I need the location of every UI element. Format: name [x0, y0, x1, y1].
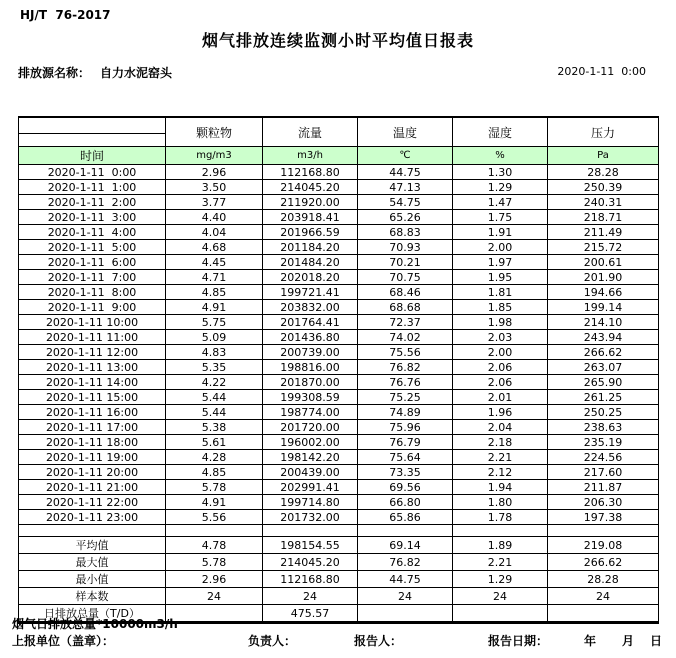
- row-time: 2020-1-11 3:00: [19, 210, 166, 225]
- page-title: 烟气排放连续监测小时平均值日报表: [201, 31, 474, 50]
- row-value: 76.79: [358, 435, 453, 450]
- unit-flow: m3/h: [263, 147, 358, 165]
- corner-cell-top: [19, 117, 166, 134]
- day-label: 日: [650, 634, 663, 648]
- row-time: 2020-1-11 9:00: [19, 300, 166, 315]
- row-time: 2020-1-11 13:00: [19, 360, 166, 375]
- summary-row: [19, 537, 659, 554]
- corner-cell-bottom: [19, 134, 166, 147]
- row-value: 200439.00: [263, 465, 358, 480]
- row-value: 2.12: [453, 465, 548, 480]
- month-label: 月: [622, 634, 635, 648]
- row-value: 1.96: [453, 405, 548, 420]
- row-time: 2020-1-11 20:00: [19, 465, 166, 480]
- row-value: 4.83: [166, 345, 263, 360]
- row-value: 47.13: [358, 180, 453, 195]
- row-value: 2.00: [453, 240, 548, 255]
- row-value: 243.94: [548, 330, 659, 345]
- summary-value: 198154.55: [263, 537, 358, 554]
- summary-value: 44.75: [358, 571, 453, 588]
- row-value: 2.06: [453, 360, 548, 375]
- row-value: 266.62: [548, 345, 659, 360]
- spacer-row: [19, 525, 659, 537]
- table-row: [19, 495, 659, 510]
- row-time: 2020-1-11 18:00: [19, 435, 166, 450]
- row-value: 201720.00: [263, 420, 358, 435]
- row-value: 4.91: [166, 495, 263, 510]
- row-value: 199308.59: [263, 390, 358, 405]
- row-value: 72.37: [358, 315, 453, 330]
- row-value: 201870.00: [263, 375, 358, 390]
- summary-value: 2.21: [453, 554, 548, 571]
- row-value: 198142.20: [263, 450, 358, 465]
- summary-label: 最大值: [19, 554, 166, 571]
- summary-value: 219.08: [548, 537, 659, 554]
- row-value: 5.44: [166, 405, 263, 420]
- summary-value: [166, 605, 263, 623]
- table-row: [19, 195, 659, 210]
- row-value: 28.28: [548, 165, 659, 180]
- reporter-label: 报告人：: [354, 634, 403, 648]
- summary-value: 69.14: [358, 537, 453, 554]
- row-time: 2020-1-11 6:00: [19, 255, 166, 270]
- row-value: 250.39: [548, 180, 659, 195]
- row-value: 75.64: [358, 450, 453, 465]
- row-value: 240.31: [548, 195, 659, 210]
- row-value: 54.75: [358, 195, 453, 210]
- row-value: 4.22: [166, 375, 263, 390]
- row-value: 201484.20: [263, 255, 358, 270]
- table-row: [19, 225, 659, 240]
- report-table: [18, 116, 659, 624]
- report-unit-label: 上报单位（盖章）：: [12, 634, 115, 648]
- table-row: [19, 180, 659, 195]
- footer-note: 烟气日排放总量*10000m3/h: [12, 617, 178, 631]
- row-time: 2020-1-11 23:00: [19, 510, 166, 525]
- row-value: 203832.00: [263, 300, 358, 315]
- row-value: 201764.41: [263, 315, 358, 330]
- row-time: 2020-1-11 16:00: [19, 405, 166, 420]
- spacer-cell: [263, 525, 358, 537]
- source-name-label: 排放源名称：: [18, 66, 91, 80]
- row-value: 4.85: [166, 285, 263, 300]
- row-time: 2020-1-11 22:00: [19, 495, 166, 510]
- row-value: 68.83: [358, 225, 453, 240]
- row-value: 4.71: [166, 270, 263, 285]
- row-value: 201436.80: [263, 330, 358, 345]
- col-header-humidity: 湿度: [453, 117, 548, 147]
- summary-value: 5.78: [166, 554, 263, 571]
- row-time: 2020-1-11 11:00: [19, 330, 166, 345]
- row-value: 5.56: [166, 510, 263, 525]
- row-value: 1.47: [453, 195, 548, 210]
- row-value: 1.30: [453, 165, 548, 180]
- table-row: [19, 330, 659, 345]
- spacer-cell: [548, 525, 659, 537]
- row-value: 224.56: [548, 450, 659, 465]
- table-row: [19, 315, 659, 330]
- row-value: 75.96: [358, 420, 453, 435]
- summary-row: [19, 554, 659, 571]
- row-value: 198774.00: [263, 405, 358, 420]
- row-value: 70.75: [358, 270, 453, 285]
- row-value: 4.85: [166, 465, 263, 480]
- table-row: [19, 450, 659, 465]
- summary-value: 1.89: [453, 537, 548, 554]
- row-value: 70.93: [358, 240, 453, 255]
- time-header: 时间: [19, 147, 166, 165]
- row-value: 1.91: [453, 225, 548, 240]
- unit-humidity: %: [453, 147, 548, 165]
- row-value: 201.90: [548, 270, 659, 285]
- row-value: 250.25: [548, 405, 659, 420]
- summary-value: 76.82: [358, 554, 453, 571]
- col-header-temperature: 温度: [358, 117, 453, 147]
- table-row: [19, 360, 659, 375]
- col-header-pressure: 压力: [548, 117, 659, 147]
- summary-value: 2.96: [166, 571, 263, 588]
- summary-row: [19, 571, 659, 588]
- row-value: 44.75: [358, 165, 453, 180]
- row-time: 2020-1-11 15:00: [19, 390, 166, 405]
- col-header-flow: 流量: [263, 117, 358, 147]
- row-value: 2.06: [453, 375, 548, 390]
- row-value: 4.28: [166, 450, 263, 465]
- row-value: 65.86: [358, 510, 453, 525]
- table-row: [19, 300, 659, 315]
- row-value: 5.35: [166, 360, 263, 375]
- row-value: 263.07: [548, 360, 659, 375]
- row-value: 74.89: [358, 405, 453, 420]
- row-value: 194.66: [548, 285, 659, 300]
- row-value: 235.19: [548, 435, 659, 450]
- responsible-person-label: 负责人：: [248, 634, 297, 648]
- row-value: 215.72: [548, 240, 659, 255]
- row-time: 2020-1-11 8:00: [19, 285, 166, 300]
- row-value: 201184.20: [263, 240, 358, 255]
- row-value: 5.44: [166, 390, 263, 405]
- row-time: 2020-1-11 5:00: [19, 240, 166, 255]
- row-value: 2.00: [453, 345, 548, 360]
- row-value: 1.85: [453, 300, 548, 315]
- summary-value: 24: [548, 588, 659, 605]
- data-rows: [19, 165, 659, 623]
- spacer-cell: [358, 525, 453, 537]
- row-value: 2.01: [453, 390, 548, 405]
- summary-value: 4.78: [166, 537, 263, 554]
- unit-pressure: Pa: [548, 147, 659, 165]
- table-row: [19, 285, 659, 300]
- row-value: 3.50: [166, 180, 263, 195]
- table-row: [19, 375, 659, 390]
- row-value: 196002.00: [263, 435, 358, 450]
- table-row: [19, 390, 659, 405]
- spacer-cell: [19, 525, 166, 537]
- row-time: 2020-1-11 4:00: [19, 225, 166, 240]
- row-value: 4.45: [166, 255, 263, 270]
- table-row: [19, 480, 659, 495]
- summary-value: 266.62: [548, 554, 659, 571]
- summary-value: 24: [263, 588, 358, 605]
- row-time: 2020-1-11 10:00: [19, 315, 166, 330]
- row-value: 66.80: [358, 495, 453, 510]
- table-row: [19, 345, 659, 360]
- row-value: 2.21: [453, 450, 548, 465]
- row-time: 2020-1-11 0:00: [19, 165, 166, 180]
- summary-label: 样本数: [19, 588, 166, 605]
- summary-value: 1.29: [453, 571, 548, 588]
- summary-value: 475.57: [263, 605, 358, 623]
- row-time: 2020-1-11 19:00: [19, 450, 166, 465]
- table-row: [19, 405, 659, 420]
- row-value: 68.68: [358, 300, 453, 315]
- row-value: 4.04: [166, 225, 263, 240]
- row-value: 75.25: [358, 390, 453, 405]
- summary-label: 日排放总量（T/D）: [19, 605, 166, 623]
- row-value: 211920.00: [263, 195, 358, 210]
- row-time: 2020-1-11 12:00: [19, 345, 166, 360]
- row-time: 2020-1-11 2:00: [19, 195, 166, 210]
- row-value: 214045.20: [263, 180, 358, 195]
- row-value: 1.94: [453, 480, 548, 495]
- row-value: 2.96: [166, 165, 263, 180]
- row-value: 1.81: [453, 285, 548, 300]
- row-value: 200739.00: [263, 345, 358, 360]
- unit-row: [19, 147, 659, 165]
- table-row: [19, 420, 659, 435]
- row-value: 76.82: [358, 360, 453, 375]
- row-value: 1.75: [453, 210, 548, 225]
- row-value: 203918.41: [263, 210, 358, 225]
- row-value: 75.56: [358, 345, 453, 360]
- row-time: 2020-1-11 21:00: [19, 480, 166, 495]
- row-time: 2020-1-11 17:00: [19, 420, 166, 435]
- summary-label: 平均值: [19, 537, 166, 554]
- table-row: [19, 165, 659, 180]
- row-value: 2.18: [453, 435, 548, 450]
- row-value: 1.95: [453, 270, 548, 285]
- col-header-particulate: 颗粒物: [166, 117, 263, 147]
- table-row: [19, 510, 659, 525]
- row-value: 261.25: [548, 390, 659, 405]
- row-value: 5.38: [166, 420, 263, 435]
- row-value: 211.49: [548, 225, 659, 240]
- row-value: 69.56: [358, 480, 453, 495]
- row-value: 1.97: [453, 255, 548, 270]
- row-value: 202991.41: [263, 480, 358, 495]
- row-value: 4.40: [166, 210, 263, 225]
- row-value: 201732.00: [263, 510, 358, 525]
- row-value: 199.14: [548, 300, 659, 315]
- row-value: 198816.00: [263, 360, 358, 375]
- header-row-top: [19, 117, 659, 134]
- row-value: 112168.80: [263, 165, 358, 180]
- row-value: 214.10: [548, 315, 659, 330]
- row-value: 199714.80: [263, 495, 358, 510]
- row-value: 265.90: [548, 375, 659, 390]
- summary-value: 28.28: [548, 571, 659, 588]
- row-value: 4.91: [166, 300, 263, 315]
- row-time: 2020-1-11 14:00: [19, 375, 166, 390]
- row-value: 200.61: [548, 255, 659, 270]
- year-label: 年: [584, 634, 597, 648]
- row-value: 197.38: [548, 510, 659, 525]
- table-row: [19, 270, 659, 285]
- row-value: 68.46: [358, 285, 453, 300]
- row-value: 199721.41: [263, 285, 358, 300]
- row-value: 201966.59: [263, 225, 358, 240]
- table-row: [19, 255, 659, 270]
- row-value: 5.61: [166, 435, 263, 450]
- summary-value: [548, 605, 659, 623]
- summary-value: 214045.20: [263, 554, 358, 571]
- source-name-value: 自力水泥窑头: [100, 66, 173, 80]
- row-value: 5.78: [166, 480, 263, 495]
- summary-row: [19, 588, 659, 605]
- summary-value: 24: [166, 588, 263, 605]
- row-value: 65.26: [358, 210, 453, 225]
- row-value: 1.29: [453, 180, 548, 195]
- row-value: 238.63: [548, 420, 659, 435]
- row-value: 5.75: [166, 315, 263, 330]
- table-row: [19, 240, 659, 255]
- row-value: 2.03: [453, 330, 548, 345]
- summary-value: 112168.80: [263, 571, 358, 588]
- spacer-cell: [166, 525, 263, 537]
- unit-particulate: mg/m3: [166, 147, 263, 165]
- row-value: 73.35: [358, 465, 453, 480]
- row-time: 2020-1-11 1:00: [19, 180, 166, 195]
- table-row: [19, 465, 659, 480]
- row-value: 206.30: [548, 495, 659, 510]
- summary-label: 最小值: [19, 571, 166, 588]
- report-date-label: 报告日期：: [488, 634, 549, 648]
- summary-value: 24: [358, 588, 453, 605]
- row-value: 218.71: [548, 210, 659, 225]
- summary-value: [453, 605, 548, 623]
- row-value: 4.68: [166, 240, 263, 255]
- spacer-cell: [453, 525, 548, 537]
- row-value: 3.77: [166, 195, 263, 210]
- row-value: 1.78: [453, 510, 548, 525]
- standard-number: HJ/T 76-2017: [20, 8, 111, 22]
- row-value: 5.09: [166, 330, 263, 345]
- row-value: 70.21: [358, 255, 453, 270]
- row-value: 217.60: [548, 465, 659, 480]
- row-value: 1.98: [453, 315, 548, 330]
- unit-temperature: ℃: [358, 147, 453, 165]
- summary-value: 24: [453, 588, 548, 605]
- row-value: 211.87: [548, 480, 659, 495]
- row-value: 202018.20: [263, 270, 358, 285]
- row-value: 2.04: [453, 420, 548, 435]
- table-row: [19, 210, 659, 225]
- summary-value: [358, 605, 453, 623]
- report-datetime: 2020-1-11 0:00: [557, 65, 646, 78]
- row-value: 74.02: [358, 330, 453, 345]
- row-time: 2020-1-11 7:00: [19, 270, 166, 285]
- table-row: [19, 435, 659, 450]
- row-value: 76.76: [358, 375, 453, 390]
- row-value: 1.80: [453, 495, 548, 510]
